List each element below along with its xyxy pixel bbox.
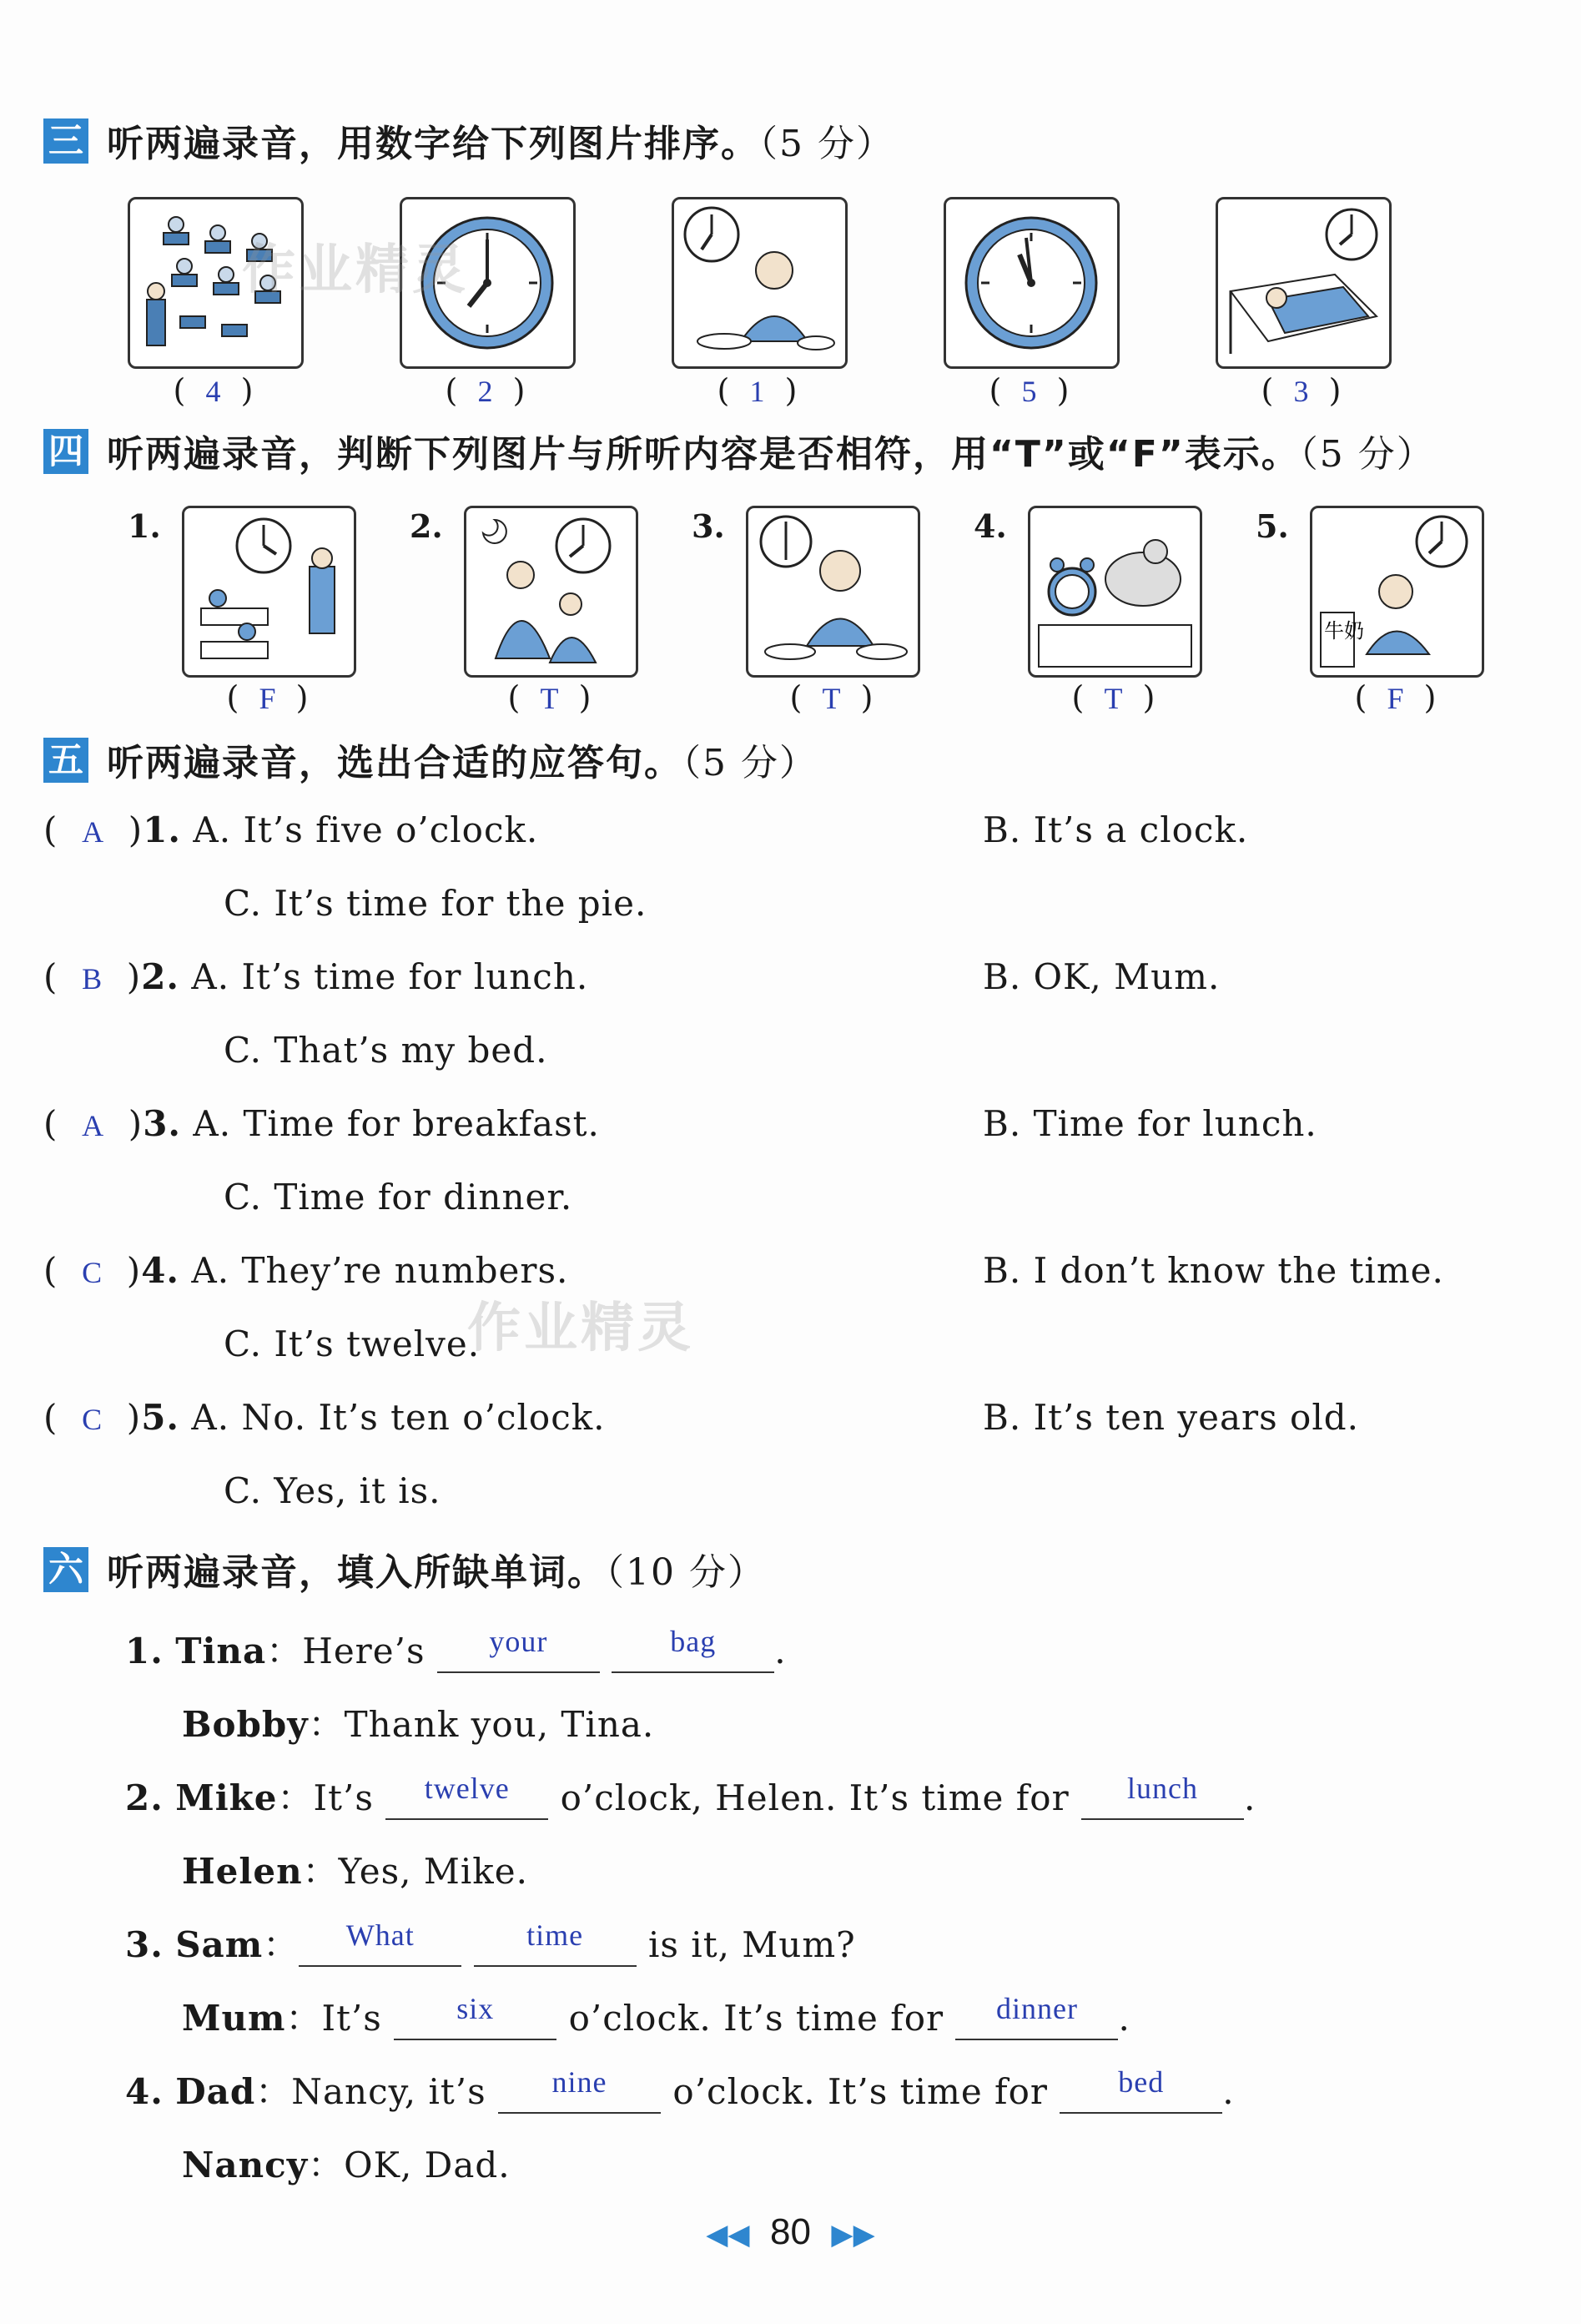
s6-q1-blank-1	[437, 1625, 600, 1673]
s6-q4-line-1	[125, 2064, 1235, 2115]
s6-q3-text-2: It’s	[321, 1998, 382, 2039]
s6-q4-text-3: OK, Dad.	[344, 2145, 511, 2185]
s6-q4-speaker-2: Nancy	[182, 2145, 309, 2185]
s4-picture-boy-eating	[746, 506, 920, 678]
s6-q3-blank-3-word: six	[456, 1992, 495, 2025]
s5-item-1-option-b: B. It’s a clock.	[983, 809, 1249, 850]
s6-q2-blank-2	[1081, 1772, 1244, 1820]
s6-q3-blank-1-word: What	[345, 1918, 415, 1952]
section-3-title	[107, 113, 894, 167]
s5-item-4-number: 4.	[141, 1250, 180, 1291]
s4-answer-4-value: T	[1104, 682, 1123, 715]
s6-q4-text-1: Nancy, it’s	[291, 2071, 486, 2112]
s6-q3-blank-4	[955, 1992, 1118, 2040]
s6-q2-line-1	[125, 1771, 1256, 1821]
s6-q1-end: .	[774, 1631, 787, 1671]
s6-q4-colon-2: ：	[308, 2145, 345, 2185]
s5-item-2-line-a: ( B )2. A. It’s time for lunch.	[43, 956, 589, 997]
section-4-title	[107, 424, 1435, 477]
s6-q3-blank-2-word: time	[526, 1918, 584, 1952]
s5-item-5-option-c: C. Yes, it is.	[224, 1470, 441, 1511]
s3-answer-5: ( 3 )	[1261, 372, 1342, 409]
s5-item-5-line-a: ( C )5. A. No. It’s ten o’clock.	[43, 1397, 606, 1438]
s6-q1-line-1	[125, 1624, 787, 1674]
s6-q4-speaker-1: Dad	[175, 2071, 256, 2112]
section-4-number: 四	[43, 429, 88, 474]
s5-item-3-option-a: A. Time for breakfast.	[193, 1103, 600, 1144]
s3-answer-2-value: 2	[477, 375, 493, 408]
next-arrows-icon: ▶▶	[831, 2219, 875, 2251]
section-5-title-text: 听两遍录音，选出合适的应答句。	[107, 742, 682, 784]
section-3-number: 三	[43, 118, 88, 164]
picture-clock-eleven	[944, 197, 1120, 369]
s6-q3-colon-1: ：	[263, 1924, 300, 1965]
s6-q4-line-2	[182, 2138, 511, 2188]
s5-item-1-option-a: A. It’s five o’clock.	[193, 809, 539, 850]
section-6-title-text: 听两遍录音，填入所缺单词。	[107, 1551, 606, 1594]
section-6-points: （10 分）	[606, 1551, 766, 1594]
s6-q2-text-1: It’s	[313, 1777, 374, 1818]
s4-number-3: 3.	[692, 507, 725, 545]
picture-bed	[1216, 197, 1392, 369]
page-number: 80	[770, 2211, 811, 2252]
s3-answer-3: ( 1 )	[717, 372, 798, 409]
s6-q1-colon-1: ：	[266, 1631, 303, 1671]
s3-answer-1: ( 4 )	[173, 372, 254, 409]
s6-q1-blank-2-word: bag	[670, 1625, 717, 1658]
s6-q3-end: .	[1118, 1998, 1130, 2039]
s6-q3-line-1	[125, 1918, 856, 1968]
s3-answer-1-value: 4	[205, 375, 221, 408]
s4-answer-5: ( F )	[1354, 679, 1437, 716]
section-6-title	[107, 1542, 766, 1596]
s5-item-5-answer: C	[82, 1403, 103, 1436]
s6-q2-blank-2-word: lunch	[1127, 1772, 1199, 1805]
watermark-middle: 作业精灵	[467, 1298, 694, 1359]
s6-q1-colon-2: ：	[308, 1704, 345, 1745]
s4-number-2: 2.	[410, 507, 443, 545]
s6-q4-number: 4.	[125, 2071, 164, 2112]
section-5-points: （5 分）	[682, 742, 818, 784]
s5-item-3-number: 3.	[143, 1103, 182, 1144]
s6-q4-end: .	[1222, 2071, 1235, 2112]
s6-q4-blank-2	[1060, 2065, 1222, 2114]
s6-q2-speaker-2: Helen	[182, 1851, 303, 1892]
s5-item-2-option-b: B. OK, Mum.	[983, 956, 1221, 997]
s6-q2-blank-1	[385, 1772, 548, 1820]
s3-answer-3-value: 1	[749, 375, 765, 408]
s6-q2-colon-1: ：	[277, 1777, 314, 1818]
s5-item-4-option-a: A. They’re numbers.	[191, 1250, 569, 1291]
s6-q1-number: 1.	[125, 1631, 164, 1671]
watermark-top: 作业精灵	[242, 239, 469, 301]
section-4-points: （5 分）	[1299, 433, 1435, 476]
section-3-title-text: 听两遍录音，用数字给下列图片排序。	[107, 123, 759, 165]
s4-answer-4: ( T )	[1071, 679, 1156, 716]
s3-answer-5-value: 3	[1293, 375, 1309, 408]
milk-label-top: 牛奶	[1324, 619, 1364, 643]
s6-q1-line-2	[182, 1697, 654, 1747]
s6-q1-speaker-2: Bobby	[182, 1704, 309, 1745]
s4-picture-classroom-clock	[182, 506, 356, 678]
s6-q1-speaker-1: Tina	[175, 1631, 267, 1671]
s5-item-3-option-c: C. Time for dinner.	[224, 1177, 573, 1217]
s5-item-3-line-a: ( A )3. A. Time for breakfast.	[43, 1103, 600, 1144]
s5-item-5-number: 5.	[141, 1397, 180, 1438]
s6-q3-number: 3.	[125, 1924, 164, 1965]
s4-answer-2-value: T	[540, 682, 559, 715]
s6-q2-line-2	[182, 1844, 528, 1894]
s5-item-3-option-b: B. Time for lunch.	[983, 1103, 1317, 1144]
s6-q2-end: .	[1244, 1777, 1256, 1818]
s4-number-5: 5.	[1256, 507, 1289, 545]
s5-item-1-line-a: ( A )1. A. It’s five o’clock.	[43, 809, 539, 850]
s6-q4-blank-2-word: bed	[1118, 2065, 1165, 2099]
s6-q2-text-2: o’clock, Helen. It’s time for	[560, 1777, 1070, 1818]
s5-item-4-answer: C	[82, 1256, 103, 1289]
s5-item-1-answer: A	[82, 815, 105, 849]
s6-q4-blank-1-word: nine	[551, 2065, 607, 2099]
s4-picture-alarm-clock	[1028, 506, 1202, 678]
s6-q1-text-1: Here’s	[302, 1631, 425, 1671]
s6-q1-blank-2	[612, 1625, 774, 1673]
s4-answer-5-value: F	[1387, 682, 1404, 715]
s6-q3-blank-2	[474, 1918, 637, 1967]
s6-q3-colon-2: ：	[285, 1998, 322, 2039]
s6-q3-blank-3	[394, 1992, 556, 2040]
s5-item-1-number: 1.	[143, 809, 182, 850]
s6-q4-text-2: o’clock. It’s time for	[672, 2071, 1048, 2112]
section-6-number: 六	[43, 1547, 88, 1592]
s5-item-5-option-a: A. No. It’s ten o’clock.	[191, 1397, 606, 1438]
s5-item-5-option-b: B. It’s ten years old.	[983, 1397, 1359, 1438]
s4-picture-boy-milk	[1310, 506, 1484, 678]
section-4-title-text: 听两遍录音，判断下列图片与所听内容是否相符，用“T”或“F”表示。	[107, 433, 1300, 476]
s3-answer-2: ( 2 )	[445, 372, 526, 409]
s6-q3-blank-4-word: dinner	[995, 1992, 1078, 2025]
s5-item-3-answer: A	[82, 1109, 105, 1142]
s6-q1-text-2: Thank you, Tina.	[344, 1704, 655, 1745]
s4-answer-1: ( F )	[226, 679, 309, 716]
s5-item-2-option-c: C. That’s my bed.	[224, 1030, 548, 1071]
s6-q2-speaker-1: Mike	[175, 1777, 278, 1818]
s6-q4-colon-1: ：	[255, 2071, 292, 2112]
s4-answer-3-value: T	[822, 682, 841, 715]
s6-q3-line-2	[182, 1991, 1130, 2041]
s6-q1-blank-1-word: your	[489, 1625, 548, 1658]
s6-q2-colon-2: ：	[302, 1851, 339, 1892]
s5-item-2-answer: B	[82, 962, 103, 996]
s5-item-4-option-b: B. I don’t know the time.	[983, 1250, 1444, 1291]
s4-picture-mother-child	[464, 506, 638, 678]
prev-arrows-icon: ◀◀	[706, 2219, 750, 2251]
s5-item-4-line-a: ( C )4. A. They’re numbers.	[43, 1250, 569, 1291]
section-3-points: （5 分）	[759, 123, 894, 165]
s6-q2-text-3: Yes, Mike.	[338, 1851, 528, 1892]
s6-q3-text-3: o’clock. It’s time for	[568, 1998, 944, 2039]
s6-q4-blank-1	[498, 2065, 661, 2114]
s6-q3-blank-1	[299, 1918, 461, 1967]
s4-answer-2: ( T )	[507, 679, 592, 716]
s6-q2-number: 2.	[125, 1777, 164, 1818]
s5-item-2-option-a: A. It’s time for lunch.	[191, 956, 589, 997]
s4-number-4: 4.	[974, 507, 1007, 545]
s6-q3-speaker-2: Mum	[182, 1998, 286, 2039]
s6-q3-text-1: is it, Mum?	[647, 1924, 856, 1965]
section-5-title	[107, 733, 818, 786]
s4-number-1: 1.	[128, 507, 161, 545]
page-footer	[0, 2211, 1581, 2253]
section-5-number: 五	[43, 738, 88, 783]
s5-item-1-option-c: C. It’s time for the pie.	[224, 883, 647, 924]
s5-item-4-option-c: C. It’s twelve.	[224, 1323, 481, 1364]
s6-q3-speaker-1: Sam	[175, 1924, 264, 1965]
s3-answer-4: ( 5 )	[989, 372, 1070, 409]
s4-answer-3: ( T )	[789, 679, 874, 716]
s3-answer-4-value: 5	[1021, 375, 1037, 408]
s6-q2-blank-1-word: twelve	[424, 1772, 510, 1805]
s5-item-2-number: 2.	[141, 956, 180, 997]
s4-answer-1-value: F	[259, 682, 276, 715]
picture-breakfast-boy	[672, 197, 848, 369]
